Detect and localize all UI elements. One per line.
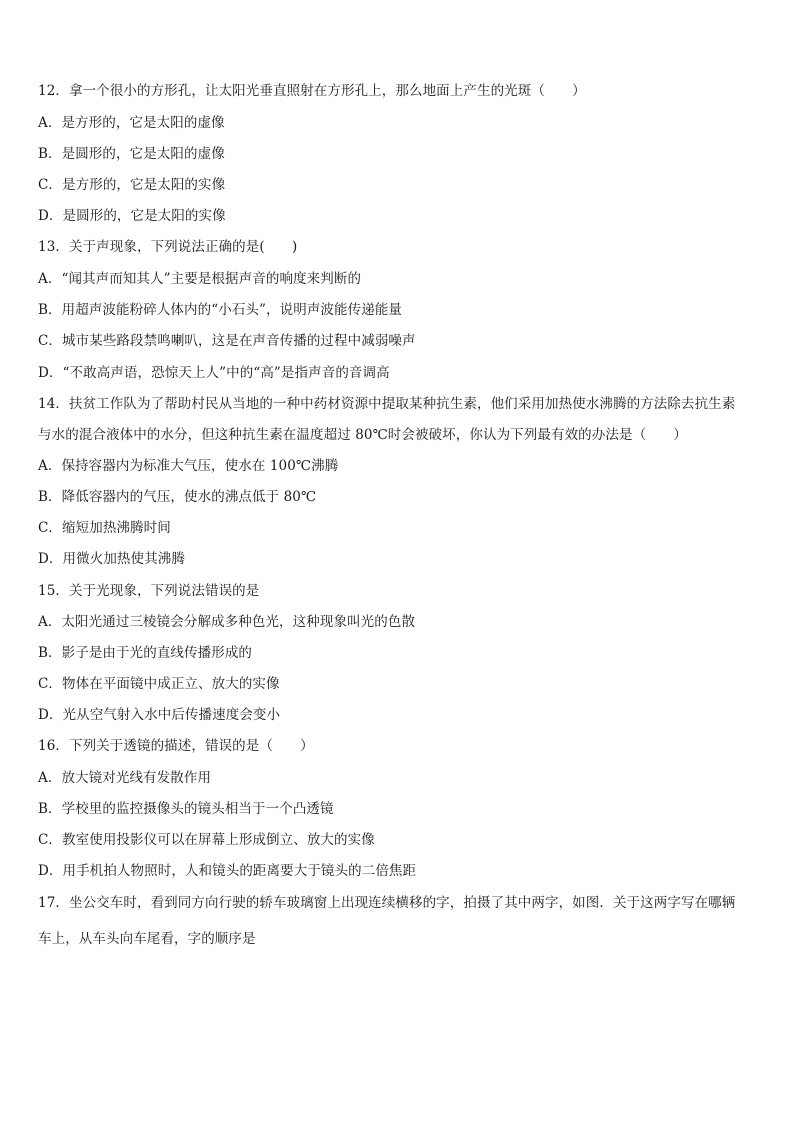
- question-14-option-c: C．缩短加热沸腾时间: [38, 520, 171, 536]
- question-16-option-b: B．学校里的监控摄像头的镜头相当于一个凸透镜: [38, 801, 334, 817]
- question-13-stem: 13．关于声现象，下列说法正确的是( ): [38, 239, 298, 255]
- question-15-option-a: A．太阳光通过三棱镜会分解成多种色光，这种现象叫光的色散: [38, 614, 416, 630]
- question-14-stem-line1: 14．扶贫工作队为了帮助村民从当地的一种中药材资源中提取某种抗生素，他们采用加热使水沸腾的方法除去抗生素: [38, 396, 736, 412]
- question-12-stem: 12．拿一个很小的方形孔，让太阳光垂直照射在方形孔上，那么地面上产生的光斑（ ）: [38, 83, 586, 99]
- question-14-option-a: A．保持容器内为标准大气压，使水在 100℃沸腾: [38, 458, 339, 474]
- question-16-option-c: C．教室使用投影仪可以在屏幕上形成倒立、放大的实像: [38, 832, 375, 848]
- question-14-option-d: D．用微火加热使其沸腾: [38, 551, 185, 567]
- question-15-option-b: B．影子是由于光的直线传播形成的: [38, 645, 253, 661]
- question-17-stem-line2: 车上，从车头向车尾看，字的顺序是: [38, 931, 256, 947]
- question-16-option-a: A．放大镜对光线有发散作用: [38, 770, 212, 786]
- question-14-option-b: B．降低容器内的气压，使水的沸点低于 80℃: [38, 489, 317, 505]
- question-16-option-d: D．用手机拍人物照时，人和镜头的距离要大于镜头的二倍焦距: [38, 863, 417, 879]
- question-12-option-c: C．是方形的，它是太阳的实像: [38, 177, 226, 193]
- question-14-stem-line2: 与水的混合液体中的水分，但这种抗生素在温度超过 80℃时会被破坏，你认为下列最有效的办法是（ ）: [38, 427, 687, 443]
- question-13-option-d: D．“不敢高声语，恐惊天上人”中的“高”是指声音的音调高: [38, 365, 390, 381]
- question-13-option-c: C．城市某些路段禁鸣喇叭，这是在声音传播的过程中减弱噪声: [38, 333, 416, 349]
- question-17-stem-line1: 17．坐公交车时，看到同方向行驶的轿车玻璃窗上出现连续横移的字，拍摄了其中两字，如图．关于这两字写在哪辆: [38, 895, 736, 911]
- question-15-stem: 15．关于光现象，下列说法错误的是: [38, 583, 260, 599]
- question-13-option-a: A．“闻其声而知其人”主要是根据声音的响度来判断的: [38, 271, 362, 287]
- question-12-option-a: A．是方形的，它是太阳的虚像: [38, 115, 225, 131]
- question-15-option-d: D．光从空气射入水中后传播速度会变小: [38, 707, 281, 723]
- question-15-option-c: C．物体在平面镜中成正立、放大的实像: [38, 676, 280, 692]
- question-13-option-b: B．用超声波能粉碎人体内的“小石头”，说明声波能传递能量: [38, 302, 403, 318]
- question-12-option-d: D．是圆形的，它是太阳的实像: [38, 208, 226, 224]
- question-16-stem: 16．下列关于透镜的描述，错误的是（ ）: [38, 738, 314, 754]
- question-12-option-b: B．是圆形的，它是太阳的虚像: [38, 146, 225, 162]
